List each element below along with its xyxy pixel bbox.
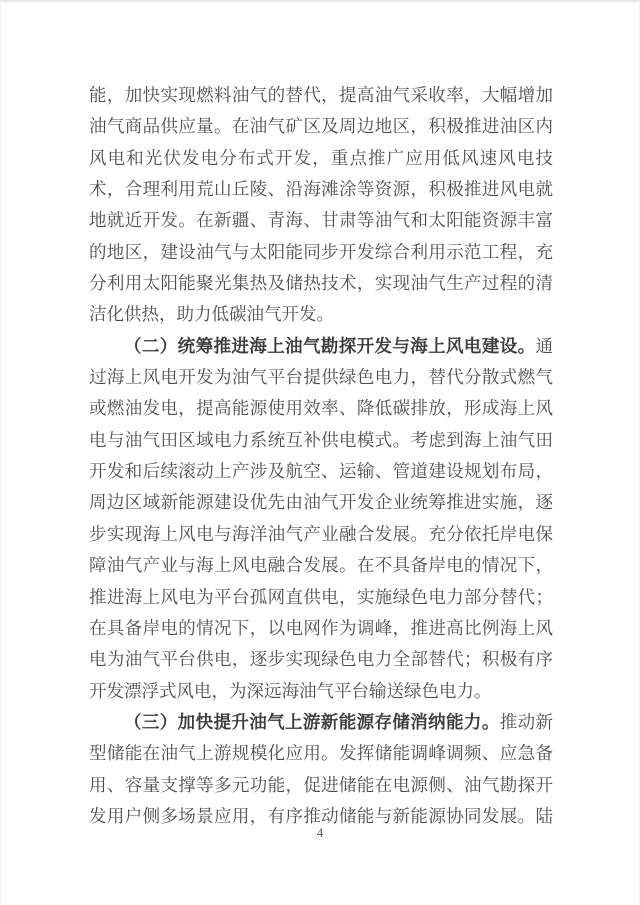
text-line: 术，合理利用荒山丘陵、沿海滩涂等资源，积极推进风电就 <box>89 179 553 200</box>
text-line: 风电和光伏发电分布式开发，重点推广应用低风速风电技 <box>89 147 553 168</box>
text-line: 型储能在油气上游规模化应用。发挥储能调峰调频、应急备 <box>89 743 553 764</box>
section-heading-title: （三）加快提升油气上游新能源存储消纳能力。 <box>124 711 500 732</box>
text-line: 的地区，建设油气与太阳能同步开发综合利用示范工程，充 <box>89 241 553 262</box>
text-line: 能，加快实现燃料油气的替代，提高油气采收率，大幅增加 <box>89 85 553 105</box>
text-line: 障油气产业与海上风电融合发展。在不具备岸电的情况下， <box>89 555 553 576</box>
text-line: 推进海上风电为平台孤网直供电，实施绿色电力部分替代； <box>89 586 553 607</box>
section-body-start: 推动新 <box>499 711 553 732</box>
paragraph-end-line: 开发漂浮式风电，为深远海油气平台输送绿色电力。 <box>89 680 492 701</box>
section-body-start: 通 <box>535 335 553 356</box>
text-line: 或燃油发电，提高能源使用效率、降低碳排放，形成海上风 <box>89 398 553 419</box>
text-line: 在具备岸电的情况下，以电网作为调峰，推进高比例海上风 <box>89 617 553 638</box>
text-block <box>89 80 553 832</box>
text-line: 开发和后续滚动上产涉及航空、运输、管道建设规划布局， <box>89 461 553 482</box>
text-line: 发用户侧多场景应用，有序推动储能与新能源协同发展。陆 <box>89 805 553 826</box>
section-heading-title: （二）统筹推进海上油气勘探开发与海上风电建设。 <box>124 335 536 356</box>
text-line: 电与油气田区域电力系统互补供电模式。考虑到海上油气田 <box>89 429 553 450</box>
text-line: 周边区域新能源建设优先由油气开发企业统筹推进实施，逐 <box>89 492 553 513</box>
text-line: 油气商品供应量。在油气矿区及周边地区，积极推进油区内 <box>89 116 553 137</box>
text-line: 过海上风电开发为油气平台提供绿色电力，替代分散式燃气 <box>89 367 553 388</box>
section-heading-line-3 <box>89 707 553 738</box>
text-line: 电为油气平台供电，逐步实现绿色电力全部替代；积极有序 <box>89 649 553 670</box>
text-line: 分利用太阳能聚光集热及储热技术，实现油气生产过程的清 <box>89 273 553 294</box>
paragraph-end-line: 洁化供热，助力低碳油气开发。 <box>89 304 334 325</box>
text-line: 步实现海上风电与海洋油气产业融合发展。充分依托岸电保 <box>89 523 553 544</box>
text-line: 用、容量支撑等多元功能，促进储能在电源侧、油气勘探开 <box>89 774 553 795</box>
page-number: 4 <box>316 825 324 840</box>
text-line: 地就近开发。在新疆、青海、甘肃等油气和太阳能资源丰富 <box>89 210 553 231</box>
section-heading-line-2 <box>89 331 553 362</box>
